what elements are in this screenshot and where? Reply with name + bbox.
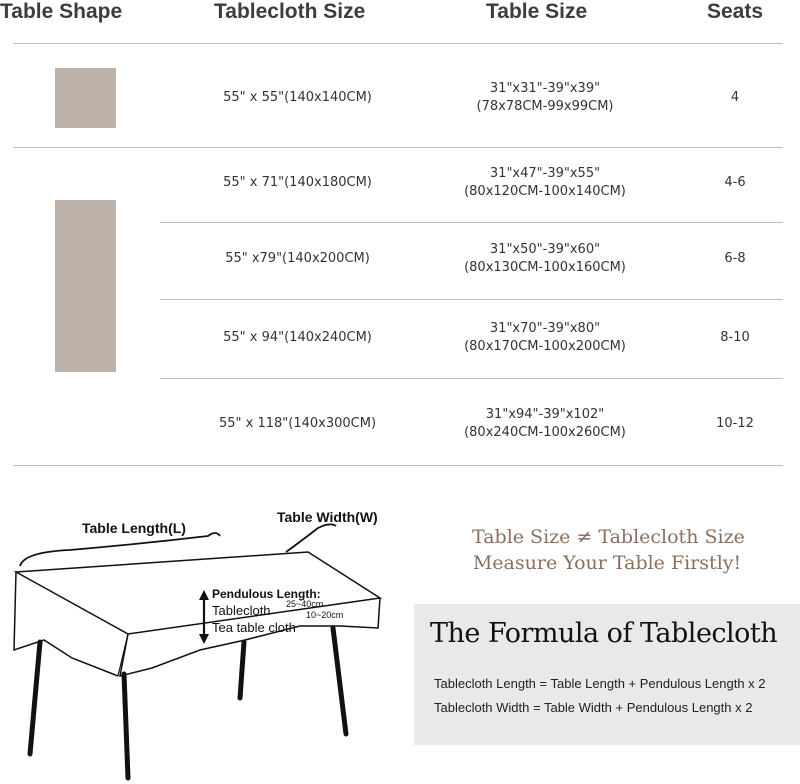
tablecloth-drop-label: Tablecloth: [212, 603, 271, 618]
table-size-cell: 31"x47"-39"x55" (80x120CM-100x140CM): [464, 166, 626, 199]
table-size-cell: 31"x31"-39"x39" (78x78CM-99x99CM): [476, 81, 614, 114]
table-divider: [13, 465, 783, 466]
seats-cell: 6-8: [724, 251, 746, 266]
table-leg: [240, 642, 244, 698]
formula-width-line: Tablecloth Width = Table Width + Pendulous Length x 2: [434, 700, 753, 715]
table-size-cell: 31"x50"-39"x60" (80x130CM-100x160CM): [464, 242, 626, 275]
seats-cell: 4-6: [724, 175, 746, 190]
table-divider: [160, 222, 783, 223]
formula-panel: [414, 604, 800, 745]
table-divider: [13, 43, 783, 44]
table-divider: [160, 378, 783, 379]
table-divider: [13, 147, 783, 148]
tea-cloth-drop-label: Tea table cloth: [212, 620, 296, 635]
tablecloth-size-cell: 55" x 118"(140x300CM): [218, 416, 377, 431]
table-leg: [333, 628, 346, 734]
formula-length-line: Tablecloth Length = Table Length + Pendulous Length x 2: [434, 676, 766, 691]
seats-cell: 4: [730, 90, 740, 105]
header-seats: Seats: [707, 0, 764, 23]
table-size-cell: 31"x70"-39"x80" (80x170CM-100x200CM): [464, 321, 626, 354]
table-width-label: Table Width(W): [277, 509, 378, 525]
table-length-label: Table Length(L): [82, 520, 186, 536]
seats-cell: 10-12: [716, 416, 754, 431]
tabletop-outline: [16, 552, 380, 634]
tablecloth-size-cell: 55" x 94"(140x240CM): [223, 330, 372, 345]
table-measurement-diagram: [0, 500, 410, 784]
width-bracket: [286, 524, 336, 552]
size-notice-line1: Table Size ≠ Tablecloth Size: [472, 526, 745, 548]
size-notice-line2: Measure Your Table Firstly!: [472, 552, 742, 574]
table-leg: [124, 674, 128, 778]
pendulous-title: Pendulous Length:: [212, 587, 321, 601]
header-table-shape: Table Shape: [0, 0, 123, 23]
tablecloth-size-cell: 55" x 71"(140x180CM): [223, 175, 372, 190]
table-leg: [30, 642, 40, 754]
tablecloth-drop-range: 25~40cm: [286, 599, 324, 609]
seats-cell: 8-10: [720, 330, 750, 345]
table-divider: [160, 299, 783, 300]
rectangle-table-shape: [55, 200, 116, 372]
square-table-shape: [55, 68, 116, 128]
formula-title: The Formula of Tablecloth: [430, 618, 778, 649]
tea-cloth-drop-range: 10~20cm: [306, 610, 344, 620]
header-tablecloth-size: Tablecloth Size: [214, 0, 366, 23]
tablecloth-size-cell: 55" x 55"(140x140CM): [223, 90, 372, 105]
header-table-size: Table Size: [486, 0, 588, 23]
tablecloth-size-cell: 55" x79"(140x200CM): [225, 251, 370, 266]
table-size-cell: 31"x94"-39"x102" (80x240CM-100x260CM): [464, 407, 626, 440]
